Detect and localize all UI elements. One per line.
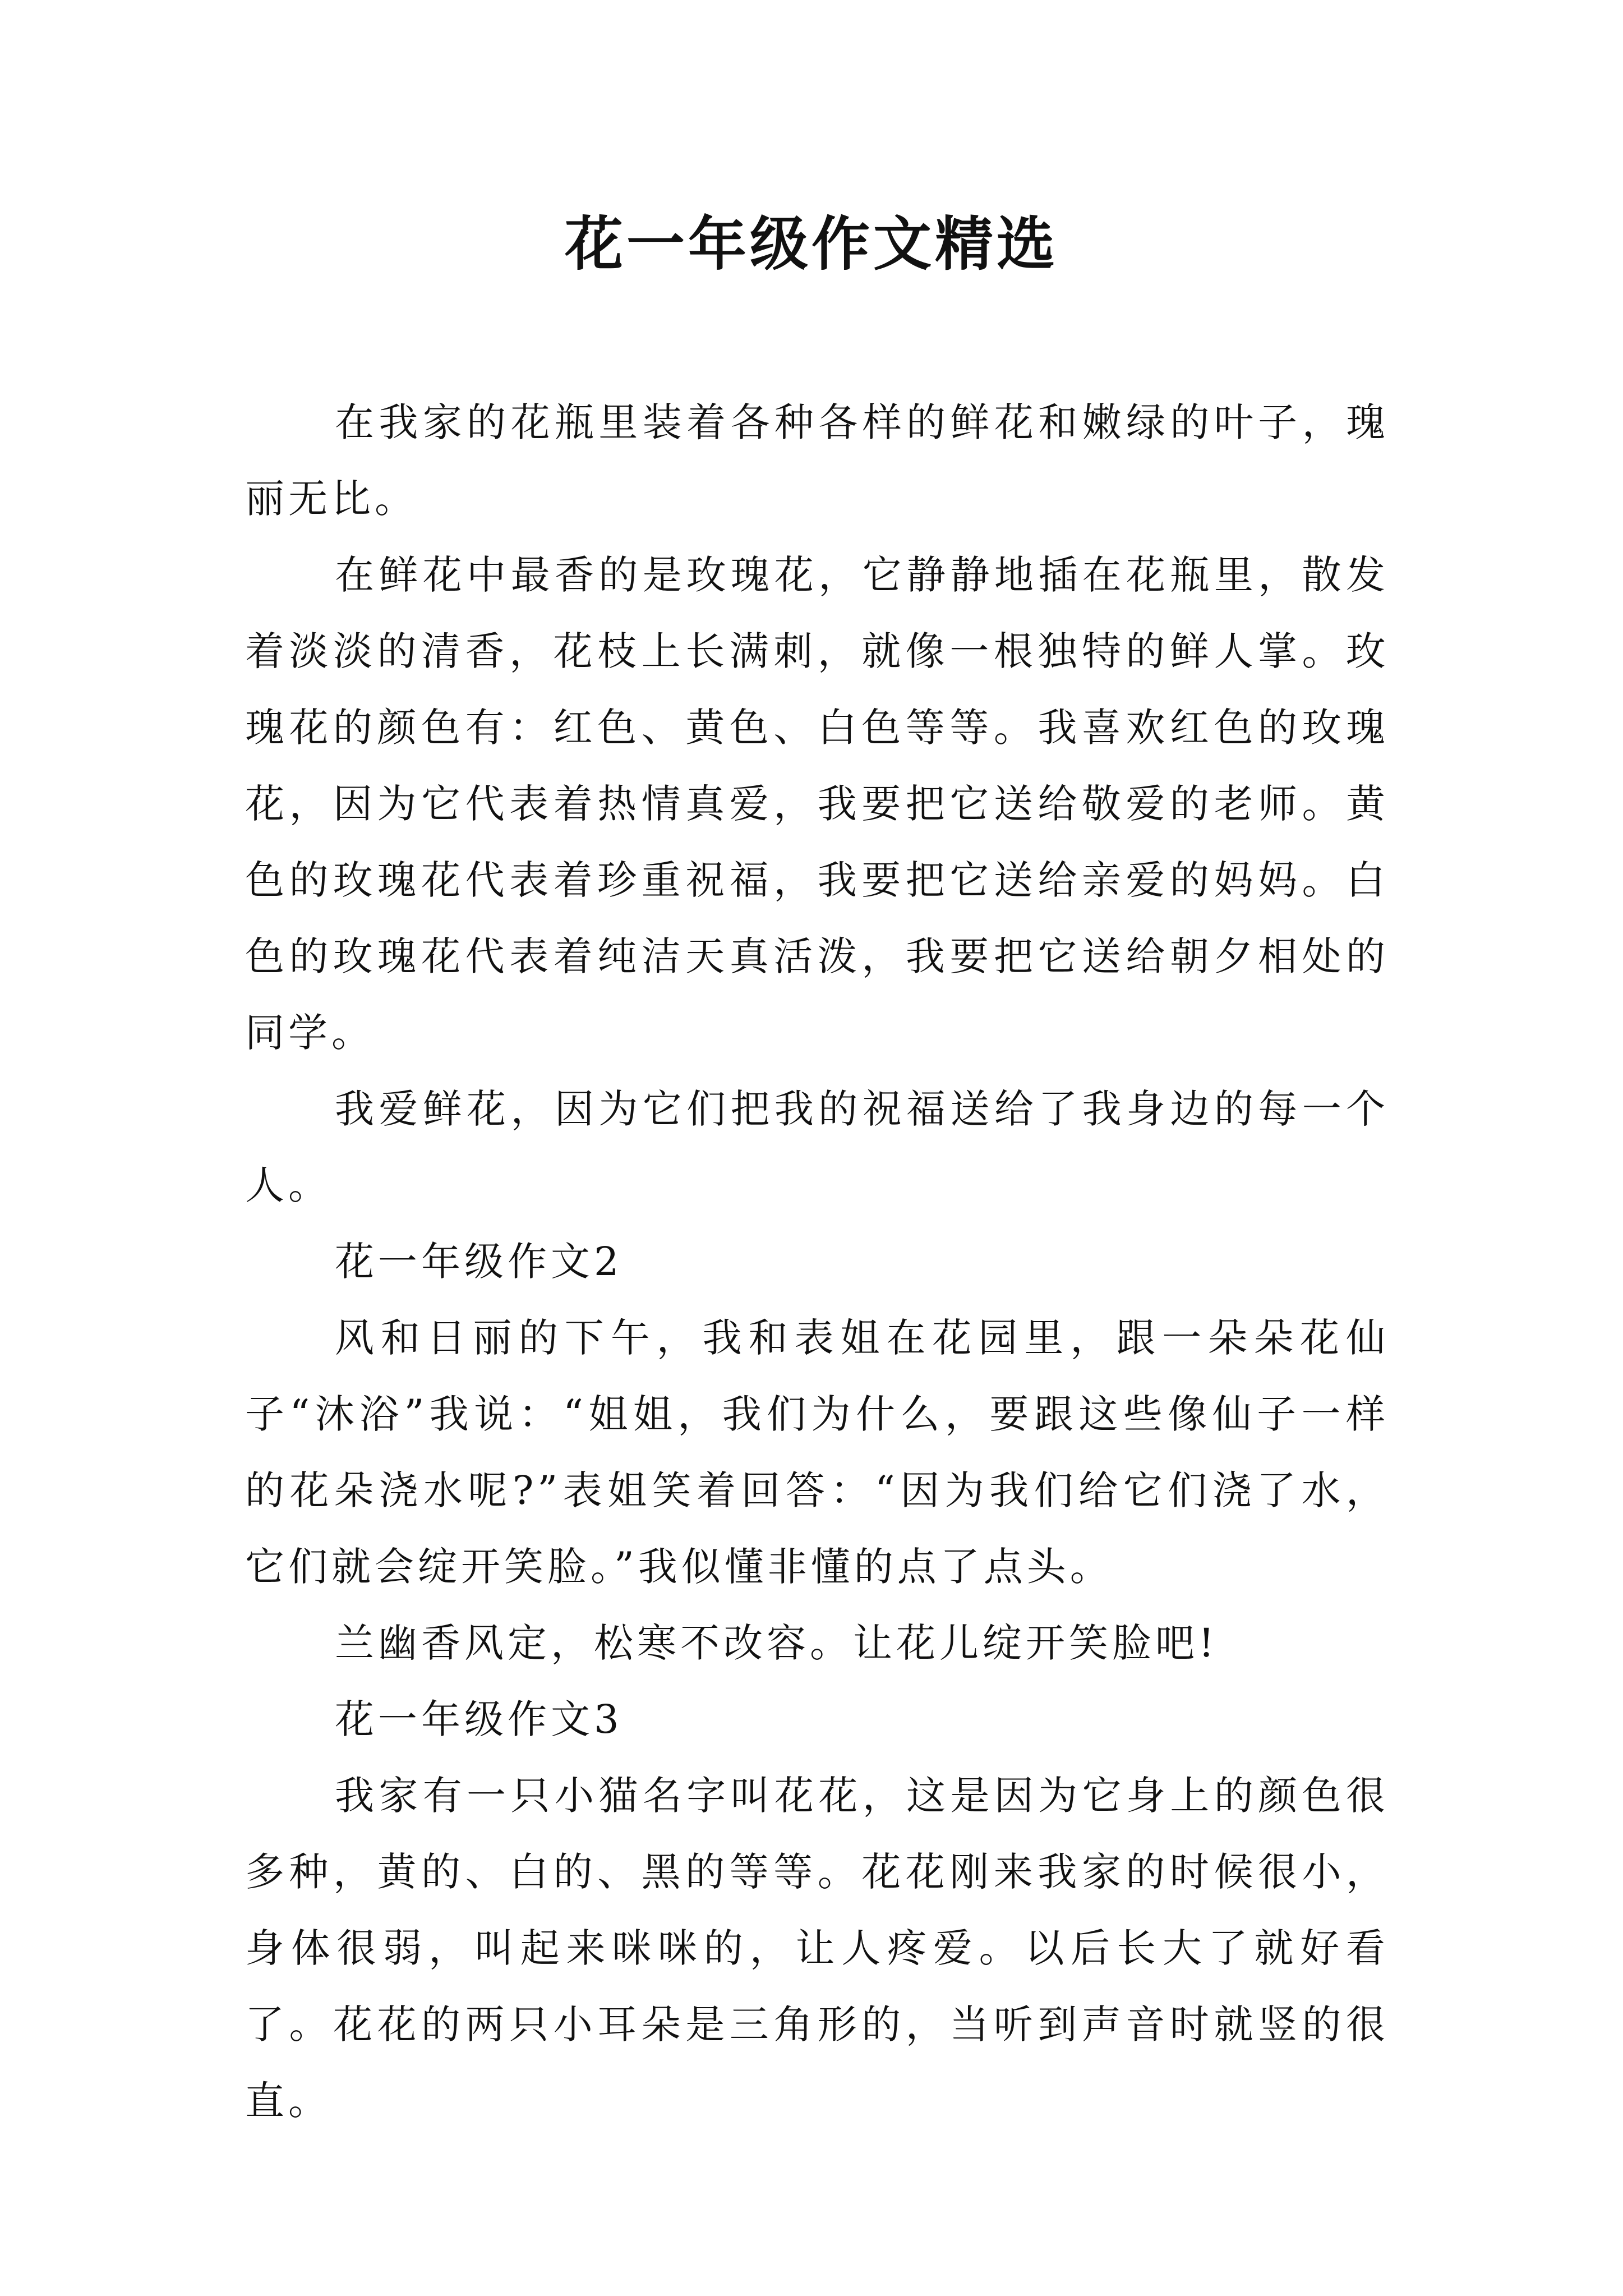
paragraph-2: 在鲜花中最香的是玫瑰花，它静静地插在花瓶里，散发着淡淡的清香，花枝上长满刺，就像一根独特的鲜人掌。玫瑰花的颜色有：红色、黄色、白色等等。我喜欢红色的玫瑰花，因为它代表着热情真爱，我要把它送给敬爱的老师。黄色的玫瑰花代表着珍重祝福，我要把它送给亲爱的妈妈。白色的玫瑰花代表着纯洁天真活泼，我要把它送给朝夕相处的同学。 xyxy=(245,552,1389,1056)
paragraph-5: 兰幽香风定，松寒不改容。让花儿绽开笑脸吧! xyxy=(335,1620,1219,1666)
section-heading-3: 花一年级作文3 xyxy=(335,1696,623,1742)
section-heading-2: 花一年级作文2 xyxy=(335,1239,623,1285)
paragraph-6: 我家有一只小猫名字叫花花，这是因为它身上的颜色很多种，黄的、白的、黑的等等。花花刚来我家的时候很小，身体很弱，叫起来咪咪的，让人疼爱。以后长大了就好看了。花花的两只小耳朵是三角形的，当听到声音时就竖的很直。 xyxy=(245,1773,1389,2124)
paragraph-1: 在我家的花瓶里装着各种各样的鲜花和嫩绿的叶子，瑰丽无比。 xyxy=(245,399,1389,522)
paragraph-4: 风和日丽的下午，我和表姐在花园里，跟一朵朵花仙子“沐浴”我说：“姐姐，我们为什么，要跟这些像仙子一样的花朵浇水呢?”表姐笑着回答：“因为我们给它们浇了水，它们就会绽开笑脸。”我似懂非懂的点了点头。 xyxy=(245,1315,1389,1590)
paragraph-3: 我爱鲜花，因为它们把我的祝福送给了我身边的每一个人。 xyxy=(245,1086,1389,1208)
document-title: 花一年级作文精选 xyxy=(564,209,1058,278)
document-body xyxy=(245,384,1389,2139)
